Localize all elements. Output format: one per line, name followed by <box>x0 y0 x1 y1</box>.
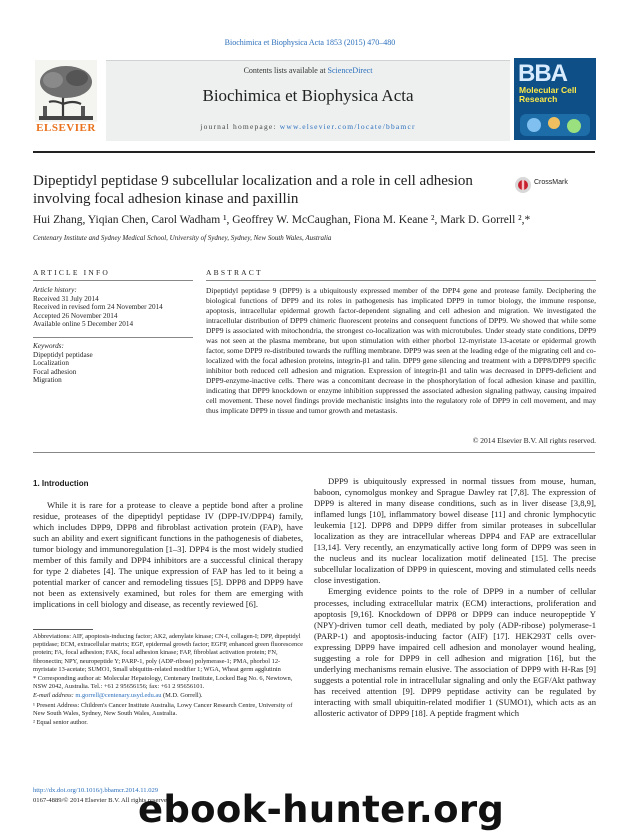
article-history <box>33 286 193 329</box>
history-item: Received 31 July 2014 <box>33 294 99 303</box>
history-label: Article history: <box>33 286 77 294</box>
keyword-item: Dipeptidyl peptidase <box>33 350 93 359</box>
cover-subtitle: Molecular Cell Research <box>519 85 577 104</box>
history-item: Accepted 26 November 2014 <box>33 311 118 320</box>
publisher-name: ELSEVIER <box>36 122 96 134</box>
keyword-item: Focal adhesion <box>33 367 77 376</box>
header-divider <box>33 151 595 153</box>
cover-title: BBA <box>518 60 567 87</box>
crossmark-label: CrossMark <box>534 179 568 186</box>
author-list: Hui Zhang, Yiqian Chen, Carol Wadham ¹, Geoffrey W. McCaughan, Fiona M. Keane ², Mark D. Gorrell ²,* <box>33 214 531 226</box>
corresponding-author-footnote: * Corresponding author at: Molecular Hepatology, Centenary Institute, Locked Bag No. 6, Newtown, NSW 2042, Australia. Tel.: +61 2 95656156; fax: +61 2 95656101. <box>33 675 293 691</box>
abstract-copyright: © 2014 Elsevier B.V. All rights reserved. <box>472 436 596 445</box>
equal-author-footnote: ² Equal senior author. <box>33 719 88 727</box>
left-column <box>33 500 303 610</box>
abstract-bottom-rule <box>33 452 595 453</box>
email-footnote <box>33 692 303 700</box>
elsevier-logo <box>33 58 99 136</box>
keywords-block <box>33 342 193 385</box>
article-title: Dipeptidyl peptidase 9 subcellular localization and a role in cell adhesion involving focal adhesion kinase and paxillin <box>33 173 473 207</box>
keywords-label: Keywords: <box>33 342 64 350</box>
crossmark-icon <box>514 176 532 194</box>
keyword-item: Migration <box>33 376 62 385</box>
sciencedirect-link[interactable]: ScienceDirect <box>327 66 373 75</box>
email-link[interactable]: m.gorrell@centenary.usyd.edu.au <box>75 692 162 700</box>
crossmark-button[interactable] <box>514 176 594 194</box>
keywords-rule <box>33 337 193 338</box>
section-title: 1. Introduction <box>33 479 89 488</box>
present-address-footnote: ¹ Present Address: Children's Cancer Institute Australia, Lowy Cancer Research Centre, University of New South Wales, Sydney, New South Wales, Australia. <box>33 701 293 717</box>
homepage-link[interactable]: www.elsevier.com/locate/bbamcr <box>279 122 416 131</box>
email-suffix: (M.D. Gorrell). <box>161 692 203 700</box>
journal-cover <box>514 58 596 140</box>
cover-image <box>520 114 590 136</box>
issn-line: 0167-4889/© 2014 Elsevier B.V. All rights reserved. <box>33 797 172 804</box>
body-paragraph: While it is rare for a protease to cleave a peptide bond after a proline residue, proteases of the dipeptidyl peptidase IV (DPP-IV/DPP4) family, which includes DPP9, DPP8 and fibroblast activation protein (FAP), have such an ability and exert significant functions in the pathogenesis of diabetes, tumor biology and immunoregulation [1–3]. DPP4 is the most widely studied member of this family and DPP4 inhibitors are a successful clinical therapy for type 2 diabetes [4]. The unique expression of FAP has led to it being a potential marker of cancer and remodeling tissues [5]. DPP8 and DPP9 have not been as extensively examined, but roles for them are emerging with implications in cell biology and disease, as recently reviewed [6]. <box>33 500 303 610</box>
body-paragraph: Emerging evidence points to the role of DPP9 in a number of cellular processes, including extracellular matrix (ECM) interactions, proliferation and apoptosis [9,16]. Knockdown of DPP8 or DPP9 can induce neuropeptide Y (NPY)-driven tumor cell death, mediated by poly (ADP-ribose) polymerase-1 (PARP-1) and apoptosis-inducing factor (AIF) [17]. HEK293T cells over-expressing DPP9 have impaired cell adhesion and monolayer wound healing, suggesting a role for DPP9 in cell adhesion and migration [16], but the underlying mechanisms remain elusive. The association of DPP9 with H-Ras [9] suggests a potential role in intracellular signaling and only the EGF/Akt pathway has received attention [9]. DPP9 peptidase activity can be regulated by interacting with small ubiquitin-related modifier 1 (SUMO1), which acts as an allosteric activator of DPP9 [18]. A peptide fragment which <box>314 586 596 718</box>
email-label: E-mail address: <box>33 692 76 700</box>
journal-title: Biochimica et Biophysica Acta <box>202 86 414 105</box>
abstract-text: Dipeptidyl peptidase 9 (DPP9) is a ubiquitously expressed member of the DPP4 gene and protease family. Deciphering the biological functions of DPP9 and its roles in pathogenesis has implicated DPP9 in tumor biology, the immune response, apoptosis, intracellular epidermal growth factor-dependent signaling and cell adhesion and migration. We investigated the intracellular distribution of DPP9 chimeric fluorescent proteins and consequent functions of DPP9. We showed that while some DPP9 is associated with mitochondria, the strongest co-localization was with microtubules. Under steady state conditions, DPP9 was not seen at the plasma membrane, but upon stimulation with either phorbol 12-myristate 13-acetate or epidermal growth factor, some DPP9 re-distributed towards the ruffling membrane. DPP9 was seen at the leading edge of the migrating cell and co-localized with the focal adhesion proteins, integrin-β1 and talin. DPP9 gene silencing and treatment with a DPP8/DPP9 specific inhibitor both reduced cell adhesion and migration. Expression of integrin-β1 and talin was decreased in DPP9-deficient and DPP9-enzyme-inactive cells. There was a concomitant decrease in the phosphorylation of focal adhesion kinase and paxillin, indicating that DPP9 knockdown or enzyme inhibition suppressed the associated adhesion signaling pathway, causing impaired cell movement. These novel findings provide mechanistic insights into the regulatory role of DPP9 in cell movement, and may thus implicate DPP9 in tissue and tumor growth and metastasis. <box>206 286 596 415</box>
article-info-rule <box>33 280 193 281</box>
journal-citation[interactable]: Biochimica et Biophysica Acta 1853 (2015) 470–480 <box>224 38 396 47</box>
affiliation: Centenary Institute and Sydney Medical School, University of Sydney, Sydney, New South Wales, Australia <box>33 234 332 242</box>
body-paragraph: DPP9 is ubiquitously expressed in normal tissues from mouse, human, baboon, cynomolgus monkey and Sprague Dawley rat [7,8]. The expression of DPP9 is altered in many disease conditions, such as in liver disease [3,8,9], inflamed lungs [10], inflammatory bowel disease [11] and chronic lymphocytic leukemia [12]. DPP8 and DPP9 differ from similar proteases in subcellular localization as they are intracellular whereas DPP4 and FAP are extracellular [13,14]. Very recently, an enzymatically active long form of DPP9 was seen in the nucleus and its nuclear localization motif delineated [15]. The precise subcellular localization of DPP9 in quiescent, moving and stimulated cells needs close investigation. <box>314 476 596 586</box>
keyword-item: Localization <box>33 359 69 368</box>
abstract-heading: ABSTRACT <box>206 268 263 277</box>
contents-line <box>106 66 510 75</box>
journal-homepage <box>106 122 510 131</box>
cell-image-icon <box>520 114 590 136</box>
watermark: ebook-hunter.org <box>138 788 505 831</box>
article-info-heading: ARTICLE INFO <box>33 268 110 277</box>
right-column <box>314 476 596 719</box>
abstract-rule <box>206 280 596 281</box>
doi-link[interactable]: http://dx.doi.org/10.1016/j.bbamcr.2014.11.029 <box>33 787 159 794</box>
history-item: Received in revised form 24 November 2014 <box>33 303 163 312</box>
contents-prefix: Contents lists available at <box>243 66 328 75</box>
footnote-rule <box>33 629 93 630</box>
history-item: Available online 5 December 2014 <box>33 320 134 329</box>
homepage-prefix: journal homepage: <box>200 122 280 131</box>
footnotes <box>33 633 303 728</box>
abbreviations-footnote: Abbreviations: AIF, apoptosis-inducing factor; AK2, adenylate kinase; CN-I, collagen-I; DPP, dipeptidyl peptidase; ECM, extracellular matrix; EGF, epidermal growth factor; EGFP, enhanced green fluorescence protein; FA, focal adhesion; FAK, focal adhesion kinase; FAP, fibroblast activation protein; FN, fibronectin; NPY, neuropeptide Y; PARP-1, poly (ADP-ribose) polymerase-1; PMA, phorbol 12-myristate 13-acetate; SUMO1, Small ubiquitin-related modifier 1; WGA, Wheat germ agglutinin <box>33 633 303 673</box>
